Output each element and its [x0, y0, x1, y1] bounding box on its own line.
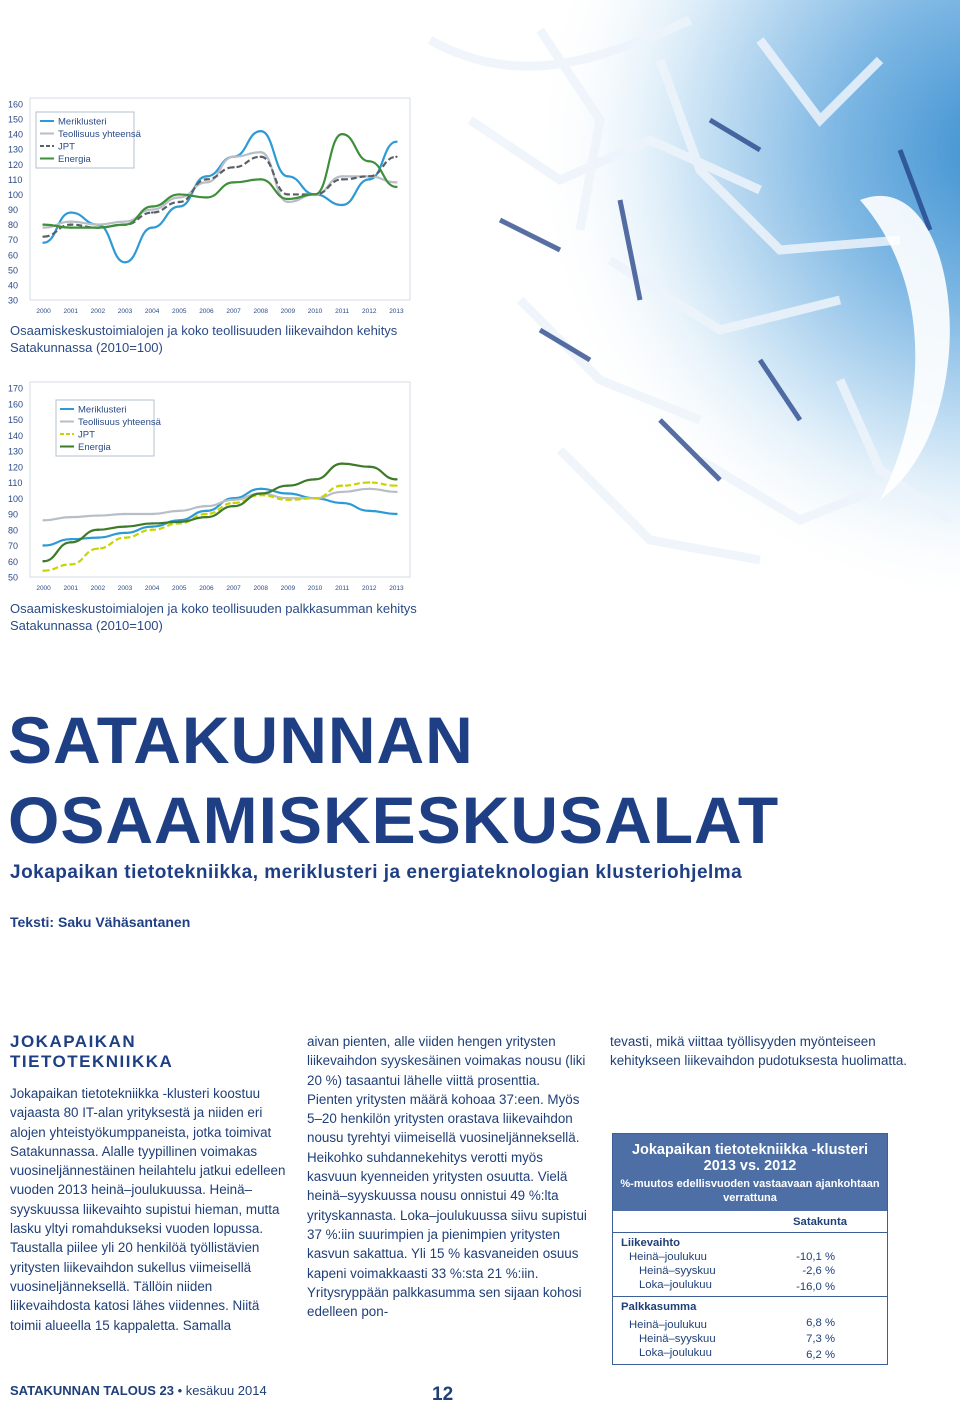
legend-entry: Teollisuus yhteensä	[78, 417, 161, 428]
data-point	[42, 570, 44, 572]
data-point	[42, 242, 44, 244]
data-point	[395, 156, 397, 158]
data-point	[178, 196, 180, 198]
data-point	[70, 563, 72, 565]
infobox-title: Jokapaikan tietotekniikka -klusteri	[631, 1142, 869, 1158]
value-cell: -16,0 %	[796, 1281, 835, 1293]
chart-palkkasumma	[0, 372, 420, 597]
data-point	[178, 521, 180, 523]
data-point	[97, 223, 99, 225]
data-point	[395, 478, 397, 480]
data-point	[232, 499, 234, 501]
table-row	[613, 1346, 887, 1364]
x-tick-label: 2002	[90, 585, 106, 592]
group-label: Palkkasumma	[613, 1297, 756, 1315]
data-point	[368, 175, 370, 177]
y-tick-label: 150	[8, 415, 24, 425]
data-point	[151, 205, 153, 207]
infobox-note: %-muutos edellisvuoden vastaavaan ajankohtaan verrattuna	[620, 1178, 880, 1204]
data-point	[205, 175, 207, 177]
page-title-line1: SATAKUNNAN	[8, 703, 474, 777]
data-point	[124, 220, 126, 222]
data-point	[368, 466, 370, 468]
data-point	[178, 510, 180, 512]
data-point	[260, 488, 262, 490]
data-point	[42, 544, 44, 546]
data-point	[70, 538, 72, 540]
data-point	[395, 140, 397, 142]
data-point	[341, 204, 343, 206]
data-point	[205, 505, 207, 507]
data-point	[178, 193, 180, 195]
y-tick-label: 160	[8, 399, 24, 410]
section-heading	[10, 1032, 292, 1072]
x-tick-label: 2005	[172, 308, 187, 315]
data-point	[368, 488, 370, 490]
y-tick-label: 110	[8, 478, 23, 488]
data-point	[260, 130, 262, 132]
x-tick-label: 2012	[362, 308, 377, 315]
data-point	[368, 510, 370, 512]
data-point	[42, 235, 44, 237]
period-label: Heinä–joulukuu	[629, 1319, 707, 1331]
infobox-table	[613, 1211, 887, 1364]
table-row	[613, 1278, 887, 1297]
x-tick-label: 2010	[307, 308, 323, 315]
x-tick-label: 2008	[253, 308, 268, 315]
section-heading-line2: TIETOTEKNIIKKA	[10, 1052, 174, 1071]
data-point	[70, 226, 72, 228]
data-point	[395, 491, 397, 493]
data-point	[260, 151, 262, 153]
x-tick-label: 2002	[90, 308, 106, 315]
y-tick-label: 130	[8, 446, 24, 457]
data-point	[341, 502, 343, 504]
y-tick-label: 140	[8, 430, 24, 441]
table-row	[613, 1264, 887, 1278]
data-point	[124, 536, 126, 538]
footer-bullet: •	[177, 1383, 183, 1398]
x-tick-label: 2009	[280, 585, 296, 592]
y-tick-label: 80	[8, 525, 19, 536]
y-tick-label: 60	[8, 250, 19, 261]
value-cell: -10,1 %	[796, 1251, 835, 1263]
data-point	[287, 499, 289, 501]
stats-infobox	[612, 1133, 888, 1365]
period-label: Loka–joulukuu	[639, 1347, 712, 1359]
x-tick-label: 2008	[253, 585, 268, 592]
section-heading-line1: JOKAPAIKAN	[10, 1032, 137, 1051]
value-cell: -2,6 %	[802, 1265, 835, 1277]
y-tick-label: 80	[8, 220, 19, 231]
x-tick-label: 2006	[199, 585, 214, 592]
data-point	[287, 492, 289, 494]
value-cell: 6,2 %	[806, 1349, 835, 1361]
data-point	[368, 178, 370, 180]
infobox-title-years: 2013 vs. 2012	[703, 1158, 797, 1174]
y-tick-label: 140	[8, 129, 24, 140]
text-column-2	[307, 1032, 589, 1321]
x-tick-label: 2012	[362, 585, 377, 592]
data-point	[287, 198, 289, 200]
data-point	[124, 223, 126, 225]
data-point	[97, 529, 99, 531]
footer-date: kesäkuu 2014	[185, 1383, 267, 1398]
x-tick-label: 2005	[172, 585, 187, 592]
data-point	[205, 516, 207, 518]
y-tick-label: 120	[8, 462, 24, 473]
x-tick-label: 2009	[280, 308, 296, 315]
legend-entry: Meriklusteri	[58, 116, 107, 128]
data-point	[232, 166, 234, 168]
table-row	[613, 1314, 887, 1332]
data-point	[70, 516, 72, 518]
data-point	[70, 220, 72, 222]
infobox-column-header: Satakunta	[793, 1216, 847, 1228]
data-point	[341, 484, 343, 486]
x-tick-label: 2006	[199, 308, 214, 315]
y-tick-label: 30	[8, 295, 19, 306]
x-tick-label: 2011	[335, 308, 350, 315]
data-point	[178, 201, 180, 203]
data-point	[314, 193, 316, 195]
y-tick-label: 170	[8, 383, 24, 394]
y-tick-label: 60	[8, 556, 19, 567]
data-point	[124, 513, 126, 515]
data-point	[151, 522, 153, 524]
y-tick-label: 130	[8, 144, 24, 155]
data-point	[260, 156, 262, 158]
body-paragraph-3: tevasti, mikä viittaa työllisyyden myönteiseen kehitykseen liikevaihdon pudotuksesta huolimatta.	[610, 1034, 908, 1069]
page-number: 12	[432, 1384, 454, 1405]
period-label: Loka–joulukuu	[639, 1279, 712, 1291]
data-point	[232, 502, 234, 504]
table-group-row	[613, 1233, 887, 1251]
x-tick-label: 2013	[389, 585, 404, 592]
data-point	[368, 481, 370, 483]
data-point	[97, 226, 99, 228]
data-point	[70, 211, 72, 213]
x-tick-label: 2011	[335, 585, 350, 592]
data-point	[151, 529, 153, 531]
y-tick-label: 50	[8, 572, 19, 583]
data-point	[395, 513, 397, 515]
y-tick-label: 150	[8, 114, 24, 125]
data-point	[178, 205, 180, 207]
data-point	[151, 211, 153, 213]
value-cell: 6,8 %	[806, 1317, 835, 1329]
y-tick-label: 160	[8, 99, 24, 110]
data-point	[368, 160, 370, 162]
x-tick-label: 2007	[226, 585, 241, 592]
table-row	[613, 1250, 887, 1264]
x-tick-label: 2007	[226, 308, 241, 315]
data-point	[97, 514, 99, 516]
x-tick-label: 2000	[36, 585, 51, 592]
x-tick-label: 2001	[63, 308, 78, 315]
data-point	[287, 175, 289, 177]
subtitle: Jokapaikan tietotekniikka, meriklusteri ja energiateknologian klusteriohjelma	[10, 862, 743, 883]
legend-entry: Energia	[58, 154, 91, 165]
y-tick-label: 100	[8, 189, 24, 200]
data-point	[395, 186, 397, 188]
legend-entry: Meriklusteri	[78, 404, 127, 416]
data-point	[97, 547, 99, 549]
legend-entry: Energia	[78, 442, 111, 453]
data-point	[205, 196, 207, 198]
data-point	[42, 226, 44, 228]
data-point	[395, 181, 397, 183]
data-point	[314, 478, 316, 480]
value-cell: 7,3 %	[806, 1333, 835, 1345]
data-point	[97, 536, 99, 538]
x-tick-label: 2001	[63, 585, 78, 592]
data-point	[70, 541, 72, 543]
data-point	[341, 491, 343, 493]
legend-entry: Teollisuus yhteensä	[58, 129, 141, 140]
data-point	[205, 181, 207, 183]
data-point	[341, 178, 343, 180]
legend-entry: JPT	[78, 429, 95, 441]
data-point	[232, 156, 234, 158]
y-tick-label: 120	[8, 159, 24, 170]
chart-liikevaihto-caption: Osaamiskeskustoimialojen ja koko teollisuuden liikevaihdon kehitys Satakunnassa (2010=100)	[10, 323, 398, 355]
data-point	[260, 492, 262, 494]
footer-brand: SATAKUNNAN TALOUS 23	[10, 1383, 174, 1398]
footer	[10, 1383, 267, 1398]
y-tick-label: 50	[8, 265, 19, 276]
period-label: Heinä–syyskuu	[639, 1333, 716, 1345]
data-point	[151, 513, 153, 515]
y-tick-label: 90	[8, 509, 19, 520]
data-point	[314, 497, 316, 499]
chart-liikevaihto-svg	[0, 90, 420, 320]
data-point	[124, 261, 126, 263]
x-tick-label: 2004	[144, 308, 160, 315]
infobox-header	[613, 1134, 887, 1211]
data-point	[42, 560, 44, 562]
data-point	[287, 201, 289, 203]
data-point	[42, 519, 44, 521]
y-tick-label: 70	[8, 541, 19, 551]
x-tick-label: 2000	[36, 308, 51, 315]
data-point	[341, 175, 343, 177]
chart-liikevaihto	[0, 90, 420, 320]
x-tick-label: 2010	[307, 585, 323, 592]
data-point	[232, 181, 234, 183]
page-title	[8, 700, 779, 860]
data-point	[287, 193, 289, 195]
text-column-1	[10, 1032, 292, 1335]
text-column-3	[610, 1032, 910, 1071]
page-title-line2: OSAAMISKESKUSALAT	[8, 783, 780, 857]
body-paragraph-1: Jokapaikan tietotekniikka -klusteri koostuu vajaasta 80 IT-alan yrityksestä ja niiden eri alojen yhteistyökumppaneista, jotka toimivat Satakunnassa. Alalle tyypillinen voimakas vuosineljännestäinen heilahtelu jatkui edelleen vuoden 2013 heinä–joulukuussa. Heinä–syyskuussa liikevaihto supistui hieman, mutta lasku yltyi romahdukseksi vuoden lopussa. Taustalla piilee yli 20 henkilöä työllistävien yritysten liikevaihdon sukellus viimeisellä vuosineljänneksellä. Tällöin niiden liikevaihdosta katosi lähes viidennes. Niitä toimii alueella 15 kappaletta. Samalla	[10, 1086, 286, 1333]
data-point	[151, 525, 153, 527]
y-tick-label: 70	[8, 235, 19, 246]
x-tick-label: 2013	[389, 308, 404, 315]
data-point	[341, 133, 343, 135]
data-point	[205, 510, 207, 512]
data-point	[260, 178, 262, 180]
data-point	[395, 484, 397, 486]
body-paragraph-2: aivan pienten, alle viiden hengen yritysten liikevaihdon syyskesäinen voimakas nousu (liki 20 %) tasaantui lähelle viittä prosenttia. Pienten yritysten määrä kohoaa 37:een. Myös 5–20 henkilön yritysten orastava liikevaihdon nousu tyrehtyi viimeisellä vuosineljänneksellä. Heikohko suhdannekehitys verotti myös kasvuun kyenneiden yritysten osuutta. Vielä heinä–syyskuussa nousu onnistui 49 %:lta yrityskannasta. Loka–joulukuussa siivu supistui 37 %:iin suurimpien ja pienimpien yritysten kasvun sakattua. Yli 15 % kasvaneiden osuus kapeni voimakkaasti 33 %:sta 21 %:iin. Yritysryppään palkkasumma sen sijaan kohosi edelleen pon-	[307, 1034, 587, 1320]
data-point	[205, 178, 207, 180]
byline: Teksti: Saku Vähäsantanen	[10, 914, 191, 930]
data-point	[205, 513, 207, 515]
x-tick-label: 2003	[117, 308, 133, 315]
table-group-row	[613, 1297, 887, 1315]
x-tick-label: 2004	[144, 585, 160, 592]
chart-palkkasumma-svg	[0, 372, 420, 597]
y-tick-label: 40	[8, 280, 19, 291]
data-point	[151, 208, 153, 210]
data-point	[124, 532, 126, 534]
period-label: Heinä–joulukuu	[629, 1251, 707, 1263]
y-tick-label: 90	[8, 205, 19, 216]
group-label: Liikevaihto	[613, 1233, 756, 1251]
data-point	[232, 505, 234, 507]
y-tick-label: 100	[8, 493, 24, 504]
data-point	[124, 525, 126, 527]
legend-entry: JPT	[58, 141, 75, 153]
data-point	[287, 484, 289, 486]
table-row	[613, 1332, 887, 1346]
x-tick-label: 2003	[117, 585, 133, 592]
y-tick-label: 110	[8, 174, 23, 185]
data-point	[70, 223, 72, 225]
data-point	[151, 226, 153, 228]
data-point	[341, 462, 343, 464]
period-label: Heinä–syyskuu	[639, 1265, 716, 1277]
data-point	[42, 223, 44, 225]
chart-palkkasumma-caption: Osaamiskeskustoimialojen ja koko teollisuuden palkkasumman kehitys Satakunnassa (2010=100)	[10, 601, 417, 633]
